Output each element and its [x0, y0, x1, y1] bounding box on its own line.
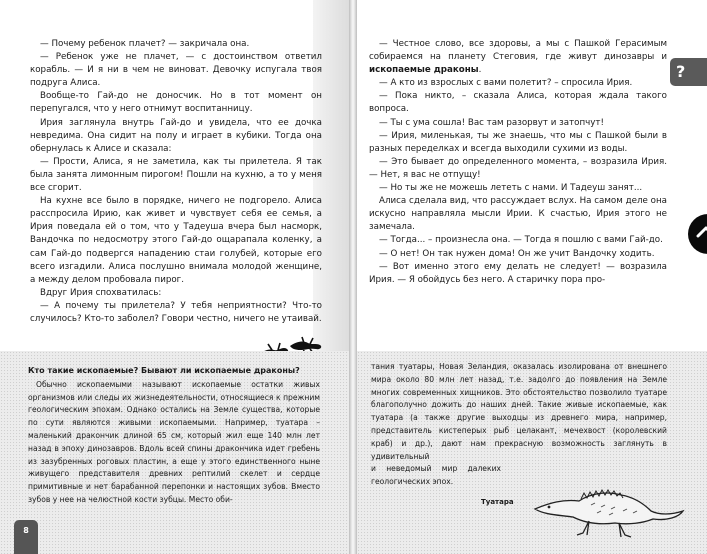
story-paragraph: — Но ты же не можешь лететь с нами. И Тадеуш занят... [379, 183, 643, 194]
left-story-text [30, 38, 322, 326]
question-tab-icon[interactable]: ? [670, 58, 707, 86]
info-paragraph-continued: тания туатары, Новая Зеландия, оказалась изолирована от внешнего мира около 80 млн лет назад, т.е. задолго до появления на Земле многих современных хищников. Это обстоятельство позволило туатаре благополучно дожить до наших дней. Такие живые ископаемые, как туатара (а также другие выходцы из древнего мира, например, представитель кистеперых рыб целакант, мечехвост (королевский краб) и др.), дают нам прекрасную возможность заглянуть в удивительный [371, 362, 667, 461]
story-paragraph: — Ребенок уже не плачет, — с достоинством ответил корабль. — И я ни в чем не виноват. Девочку испугала твоя подруга Алиса. [30, 52, 322, 89]
story-paragraph: — Ирия, миленькая, ты же знаешь, что мы с Пашкой были в разных переделках и всегда выходили сухими из воды. [369, 130, 667, 154]
story-paragraph: — Тогда... – произнесла она. — Тогда я пошлю с вами Гай-до. [379, 235, 663, 246]
bold-term: ископаемые драконы [369, 65, 479, 76]
story-paragraph: — Прости, Алиса, я не заметила, как ты прилетела. Я так была занята лимонным пирогом! Пошли на кухню, а то у меня все сгорит. [30, 156, 322, 194]
illustration-caption: Туатара [481, 498, 514, 506]
info-box-left [0, 351, 349, 554]
story-paragraph: Вдруг Ирия спохватилась: [40, 287, 162, 298]
info-text-left [28, 365, 320, 507]
story-paragraph: — Ты с ума сошла! Вас там разорвут и затопчут! [379, 117, 604, 128]
page-number: 8 [14, 520, 38, 554]
right-story-text [369, 38, 667, 287]
story-paragraph: Алиса сделала вид, что рассуждает вслух. На самом деле она искусно направляла мысли Ирии. К счастью, Ирия этого не замечала. [369, 196, 667, 233]
story-paragraph: — О нет! Он так нужен дома! Он же учит Вандочку ходить. [379, 248, 655, 259]
story-paragraph: — А кто из взрослых с вами полетит? – спросила Ирия. [379, 78, 633, 89]
story-paragraph: Ирия заглянула внутрь Гай-до и увидела, что ее дочка невредима. Она сидит на полу и играет в кубики. Тогда она обернулась к Алисе и сказала: [30, 117, 322, 154]
info-box-right [357, 351, 707, 554]
story-paragraph: — Почему ребенок плачет? — закричала она. [40, 39, 250, 49]
chevron-up-icon [696, 225, 707, 239]
story-paragraph: — Это бывает до определенного момента, – возразила Ирия. — Нет, я вас не отпущу! [369, 156, 667, 180]
story-paragraph: — А почему ты прилетела? У тебя неприятности? Что-то случилось? Кто-то заболел? Говори честно, ничего не утаивай. [30, 300, 322, 324]
info-title: Кто такие ископаемые? Бывают ли ископаемые драконы? [28, 366, 300, 375]
story-paragraph: — Честное слово, все здоровы, а мы с Пашкой Герасимым собираемся на планету Стеговия, где живут динозавры и ископаемые драконы. [369, 39, 667, 76]
story-paragraph: Вообще-то Гай-до не доносчик. Но в тот момент он перепугался, что у него отнимут воспитанницу. [30, 91, 322, 115]
story-paragraph: — Вот именно этого ему делать не следует! — возразила Ирия. — Я обойдусь без него. А старичку пора про- [369, 261, 667, 285]
left-page [0, 0, 349, 554]
tuatara-illustration [529, 463, 689, 543]
info-paragraph-tail: и неведомый мир далеких геологических эпох. [371, 464, 501, 487]
story-paragraph: На кухне все было в порядке, ничего не подгорело. Алиса расспросила Ирию, как живет и чувствует себя ее семья, а Ирия поведала ей о том, что у Тадеуша вчера был насморк, Вандочка по недосмотру этого Гай-до ощарапала коленку, а сам Гай-до подвергся нападению стаи голубей, которые его всего изгадили. Алиса послушно внимала молодой женщине, а между делом пробовала пирог. [30, 196, 322, 285]
book-gutter [349, 0, 357, 554]
story-paragraph: — Пока никто, – сказала Алиса, которая ждала такого вопроса. [369, 91, 667, 115]
info-paragraph: Обычно ископаемыми называют ископаемые остатки живых организмов или следы их жизнедеятельности, относящиеся к прежним геологическим эпохам. Однако остались на Земле существа, которые по сути являются живыми ископаемыми. Например, туатара – маленький дракончик длиной 65 см, который жил еще 140 млн лет назад в эпоху динозавров. Вдоль всей спины дракончика идет гребень из зазубренных роговых пластин, а еще у этого единственного ныне живущего представителя древних рептилий скелет и сердце примитивные и нет барабанной перепонки и настоящих зубов. Вместо зубов у нее на челюстной кости зубцы. Место оби- [28, 379, 320, 504]
right-page [357, 0, 707, 554]
